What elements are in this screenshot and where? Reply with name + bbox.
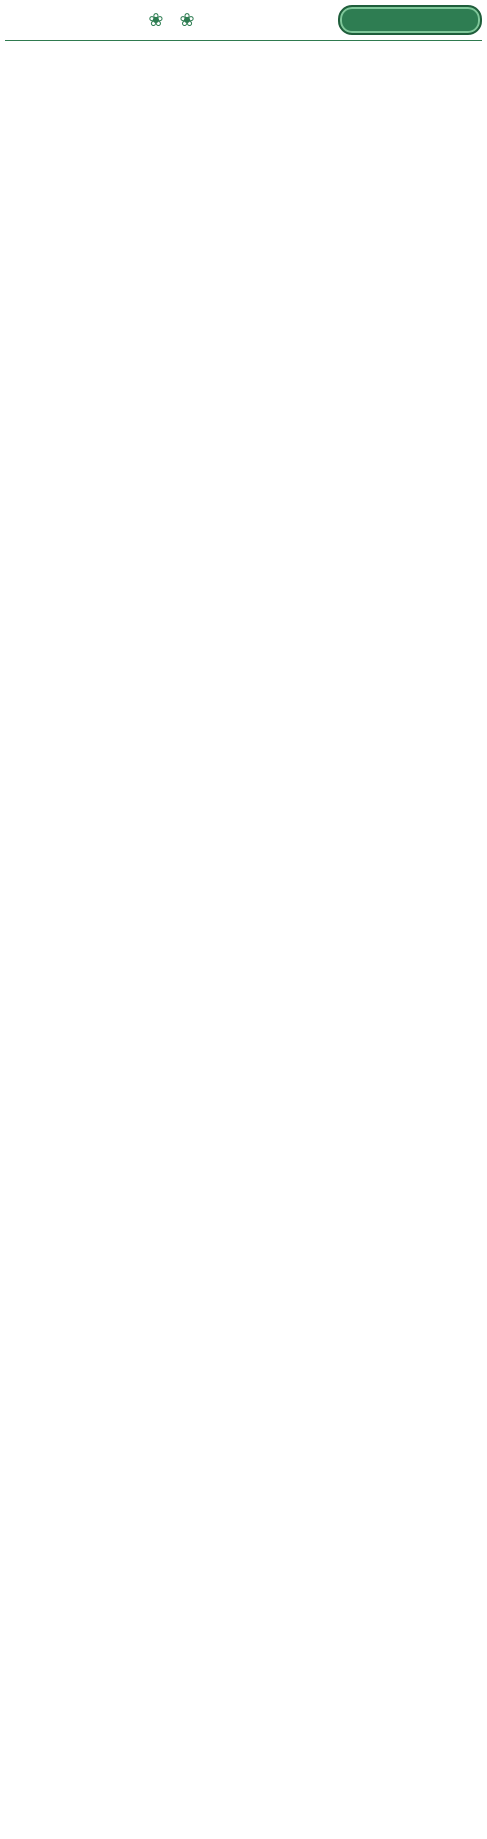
article-paragraph (5, 340, 482, 360)
article-paragraph (5, 317, 482, 337)
article-paragraph (5, 225, 482, 245)
article-paragraph (5, 478, 482, 498)
article-paragraph (5, 156, 482, 176)
article-paragraph (5, 501, 482, 521)
article-paragraph (5, 202, 482, 222)
article-paragraph (5, 386, 482, 406)
article-paragraph (5, 248, 482, 268)
column-header (5, 0, 482, 41)
article-paragraph (5, 110, 482, 130)
article-paragraph (5, 133, 482, 153)
article-paragraph (5, 593, 482, 613)
flower-ornament-icon: ❀ (179, 9, 195, 31)
author-byline (338, 5, 482, 35)
flower-ornament-icon: ❀ (148, 9, 164, 31)
article-paragraph (5, 455, 482, 475)
article-body (5, 41, 482, 613)
article-paragraph (5, 271, 482, 291)
article-paragraph (5, 363, 482, 383)
article-paragraph (5, 570, 482, 590)
article-paragraph (5, 294, 482, 314)
article-paragraph (5, 547, 482, 567)
article-paragraph (5, 87, 482, 107)
article-paragraph (5, 409, 482, 429)
article-paragraph (5, 64, 482, 84)
article-paragraph (5, 179, 482, 199)
article-paragraph (5, 524, 482, 544)
article-paragraph (5, 432, 482, 452)
title-block (5, 7, 338, 33)
article-paragraph (5, 41, 482, 61)
